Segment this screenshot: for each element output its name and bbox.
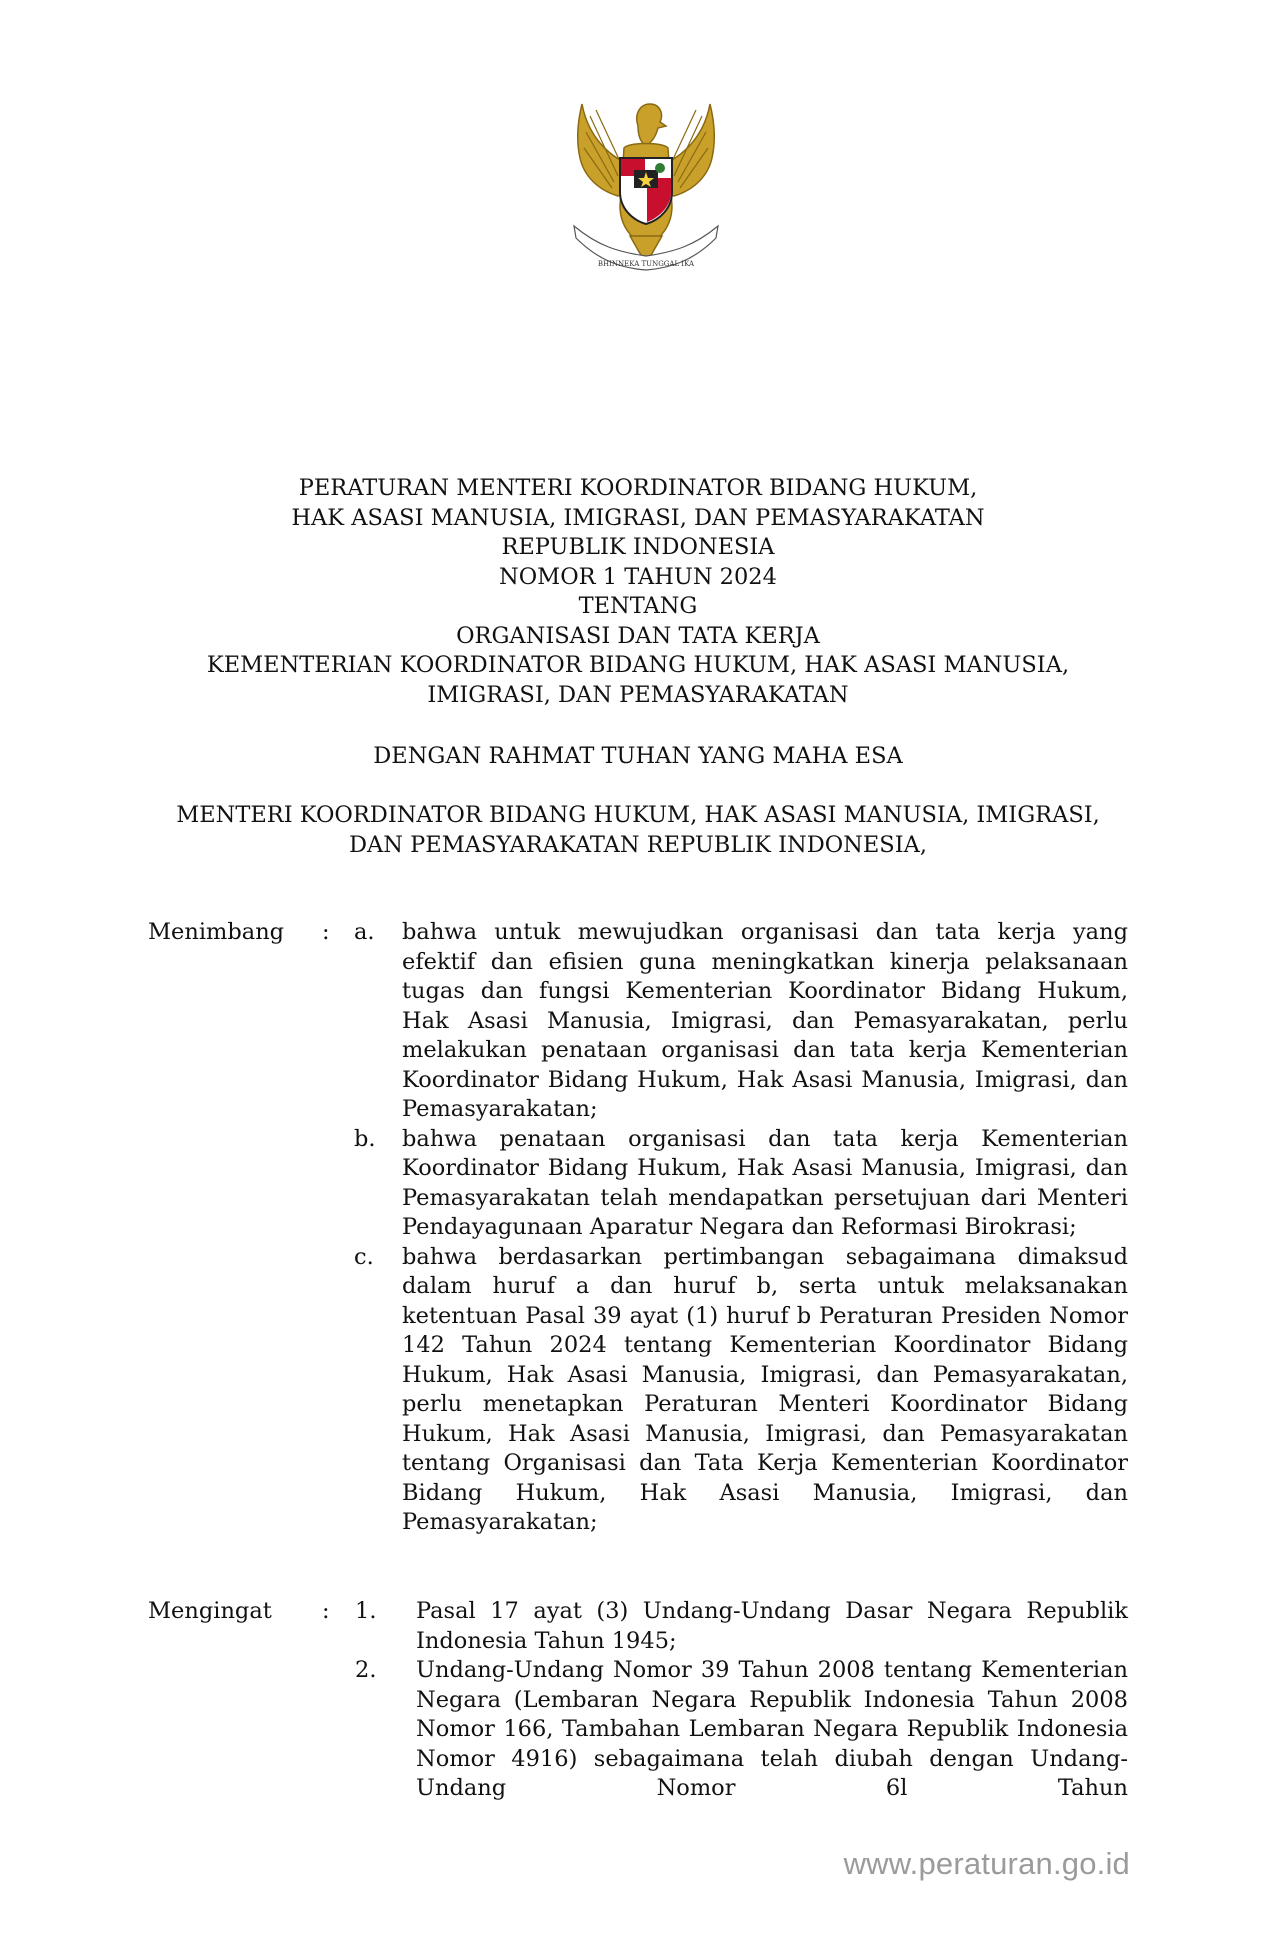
item-mark: a.	[354, 919, 375, 945]
menimbang-item-c	[148, 1243, 1128, 1538]
title-line-5: TENTANG	[578, 593, 698, 619]
title-line-1: PERATURAN MENTERI KOORDINATOR BIDANG HUKUM,	[298, 475, 978, 501]
menimbang-section	[148, 918, 1128, 1538]
title-line-2: HAK ASASI MANUSIA, IMIGRASI, DAN PEMASYARAKATAN	[291, 504, 985, 531]
rahmat-statement: DENGAN RAHMAT TUHAN YANG MAHA ESA	[373, 743, 903, 769]
item-mark: 2.	[355, 1657, 377, 1683]
title-line-7: KEMENTERIAN KOORDINATOR BIDANG HUKUM, HAK ASASI MANUSIA,	[206, 652, 1070, 678]
item-mark: c.	[354, 1243, 374, 1270]
minister-line-2: DAN PEMASYARAKATAN REPUBLIK INDONESIA,	[349, 831, 927, 858]
item-text: bahwa penataan organisasi dan tata kerja Kementerian Koordinator Bidang Hukum, Hak Asasi Manusia, Imigrasi, dan Pemasyarakatan telah mendapatkan persetujuan dari Menteri Pendayagunaan Aparatur Negara dan Reformasi Birokrasi;	[402, 1125, 1128, 1240]
item-text: Undang-Undang Nomor 39 Tahun 2008 tentang Kementerian Negara (Lembaran Negara Republik Indonesia Tahun 2008 Nomor 166, Tambahan Lembaran Negara Republik Indonesia Nomor 4916) sebagaimana telah diubah dengan Undang-Undang Nomor 6l Tahun	[416, 1657, 1128, 1801]
title-line-4: NOMOR 1 TAHUN 2024	[499, 563, 777, 590]
minister-title	[140, 801, 1136, 860]
title-line-3: REPUBLIK INDONESIA	[501, 534, 775, 560]
minister-line-1: MENTERI KOORDINATOR BIDANG HUKUM, HAK ASASI MANUSIA, IMIGRASI,	[176, 802, 1100, 828]
mengingat-label: Mengingat	[148, 1598, 272, 1624]
watermark-url: www.peraturan.go.id	[843, 1846, 1130, 1881]
menimbang-item-b	[148, 1125, 1128, 1243]
item-mark: b.	[354, 1125, 376, 1152]
mengingat-section	[148, 1597, 1128, 1804]
tree-icon	[655, 163, 665, 173]
menimbang-colon: :	[322, 919, 330, 945]
item-text: Pasal 17 ayat (3) Undang-Undang Dasar Negara Republik Indonesia Tahun 1945;	[416, 1598, 1128, 1654]
item-mark: 1.	[355, 1598, 377, 1624]
mengingat-colon: :	[322, 1598, 330, 1624]
menimbang-item-a	[148, 918, 1128, 1125]
title-line-6: ORGANISASI DAN TATA KERJA	[456, 622, 820, 649]
garuda-emblem-icon	[568, 96, 724, 281]
item-text: bahwa untuk mewujudkan organisasi dan tata kerja yang efektif dan efisien guna meningkatkan kinerja pelaksanaan tugas dan fungsi Kementerian Koordinator Bidang Hukum, Hak Asasi Manusia, Imigrasi, dan Pemasyarakatan, perlu melakukan penataan organisasi dan tata kerja Kementerian Koordinator Bidang Hukum, Hak Asasi Manusia, Imigrasi, dan Pemasyarakatan;	[402, 919, 1128, 1122]
mengingat-item-2	[148, 1656, 1128, 1804]
menimbang-label: Menimbang	[148, 919, 285, 945]
title-line-8: IMIGRASI, DAN PEMASYARAKATAN	[427, 681, 849, 708]
head-shape	[637, 104, 666, 146]
mengingat-item-1	[148, 1597, 1128, 1656]
item-text: bahwa berdasarkan pertimbangan sebagaimana dimaksud dalam huruf a dan huruf b, serta untuk melaksanakan ketentuan Pasal 39 ayat (1) huruf b Peraturan Presiden Nomor 142 Tahun 2024 tentang Kementerian Koordinator Bidang Hukum, Hak Asasi Manusia, Imigrasi, dan Pemasyarakatan, perlu menetapkan Peraturan Menteri Koordinator Bidang Hukum, Hak Asasi Manusia, Imigrasi, dan Pemasyarakatan tentang Organisasi dan Tata Kerja Kementerian Koordinator Bidang Hukum, Hak Asasi Manusia, Imigrasi, dan Pemasyarakatan;	[402, 1243, 1128, 1535]
motto-text: BHINNEKA TUNGGAL IKA	[597, 260, 695, 268]
regulation-title	[140, 474, 1136, 710]
